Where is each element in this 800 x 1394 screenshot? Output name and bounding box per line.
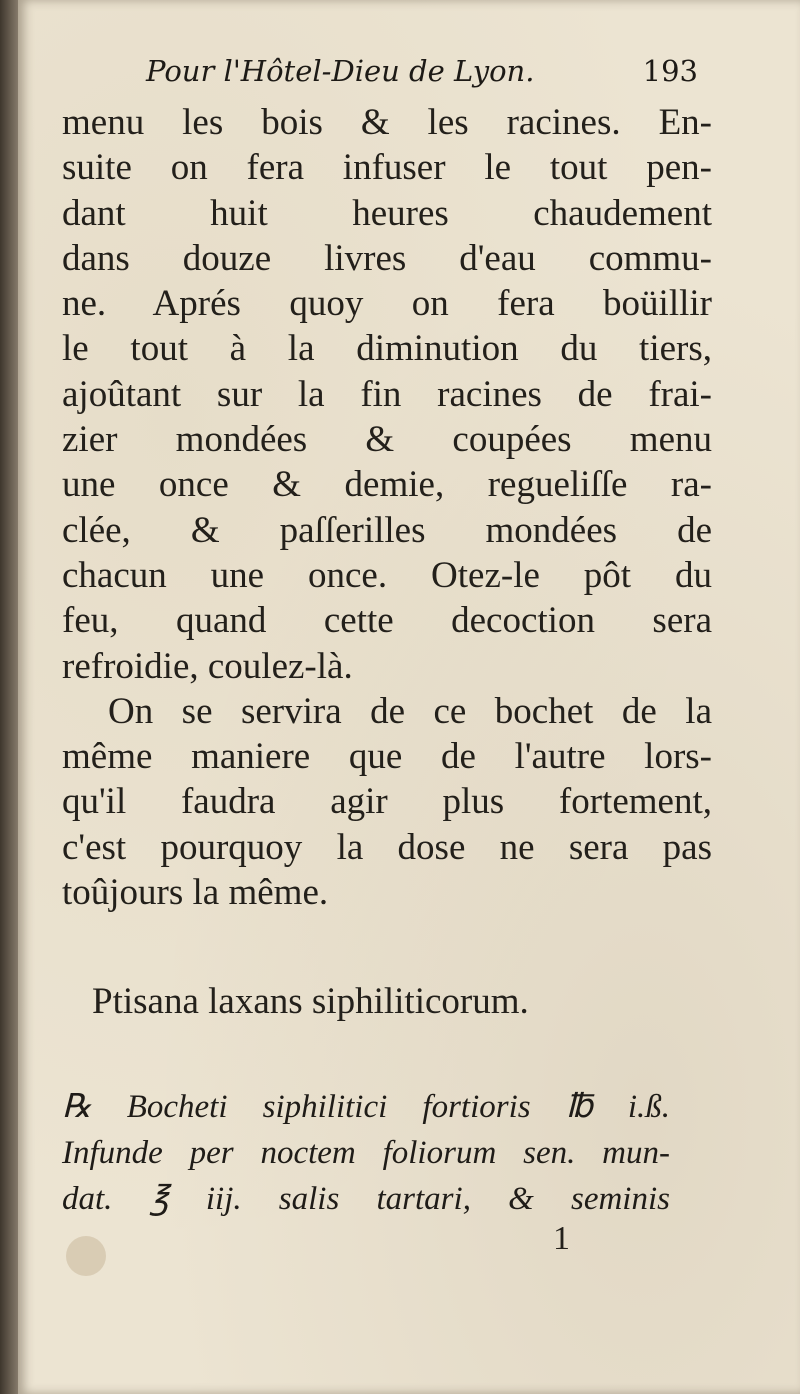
- section-heading: Ptisana laxans siphiliticorum.: [92, 981, 529, 1022]
- text-line: ne. Aprés quoy on fera boüillir: [62, 283, 712, 325]
- text-line: toûjours la même.: [62, 872, 329, 914]
- text-line: zier mondées & coupées menu: [62, 419, 712, 461]
- text-line: le tout à la diminution du tiers,: [62, 328, 712, 370]
- recipe-text: [62, 1084, 670, 1222]
- page-number: 193: [642, 54, 698, 88]
- text-line: suite on fera infuser le tout pen-: [62, 147, 712, 189]
- running-title: Pour l'Hôtel-Dieu de Lyon.: [146, 54, 535, 88]
- text-line: c'est pourquoy la dose ne sera pas: [62, 826, 712, 868]
- recipe-line: dat. ℥ iij. salis tartari, & seminis: [62, 1181, 670, 1217]
- text-line: qu'il faudra agir plus fortement,: [62, 781, 712, 823]
- text-line: chacun une once. Otez-le pôt du: [62, 554, 712, 596]
- text-line: ajoûtant sur la fin racines de frai-: [62, 373, 712, 415]
- text-line: dant huit heures chaudement: [62, 192, 712, 234]
- recipe-line: Infunde per noctem foliorum sen. mun-: [62, 1135, 670, 1171]
- catchword: 1: [553, 1220, 570, 1257]
- text-line: même maniere que de l'autre lors-: [62, 736, 712, 778]
- text-line: On se servira de ce bochet de la: [108, 690, 712, 732]
- body-text: [62, 100, 712, 915]
- book-gutter: [0, 0, 18, 1394]
- text-line: refroidie, coulez-là.: [62, 645, 353, 687]
- text-line: une once & demie, regueliſſe ra-: [62, 464, 712, 506]
- text-line: menu les bois & les racines. En-: [62, 102, 712, 143]
- text-line: feu, quand cette decoction sera: [62, 600, 712, 642]
- text-line: dans douze livres d'eau commu-: [62, 237, 712, 279]
- recipe-line: ℞ Bocheti siphilitici fortioris ℔ i.ß.: [62, 1089, 670, 1125]
- paper-stain: [66, 1236, 106, 1276]
- book-page: [18, 0, 800, 1394]
- text-line: clée, & paſſerilles mondées de: [62, 509, 712, 551]
- running-head: [146, 48, 698, 98]
